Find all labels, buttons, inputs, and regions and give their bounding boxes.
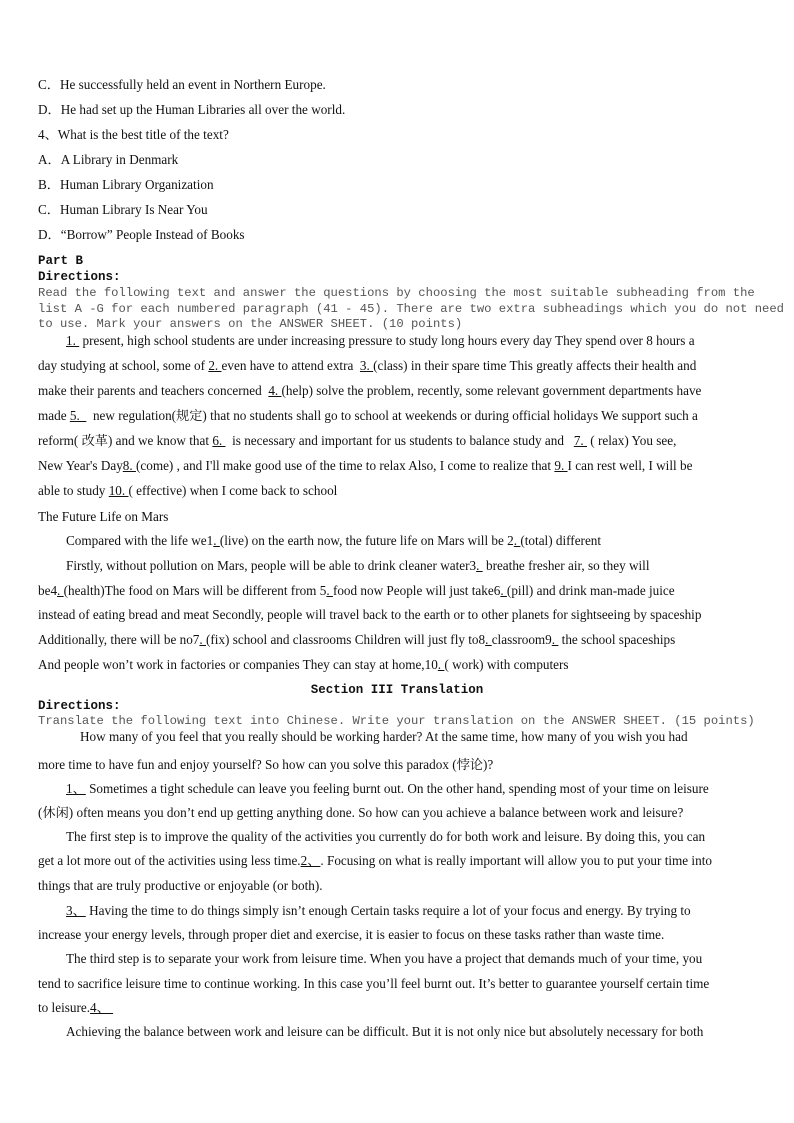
answer-blank: . [57,583,64,598]
text-line [38,853,712,869]
text-run: D．He had set up the Human Libraries all over the world. [38,102,346,117]
text-line [80,729,688,745]
answer-blank: 8. [122,458,136,473]
directions-text [38,316,462,332]
text-line [66,781,709,797]
text-run: Firstly, without pollution on Mars, people will be able to drink cleaner water3 [66,558,477,573]
text-line [38,358,696,374]
text-run: ( work) with computers [444,657,569,672]
text-line [38,127,229,143]
text-line [38,102,345,118]
text-run: How many of you feel that you really should be working harder? At the same time, how many of you wish you had [80,729,688,744]
text-line [38,458,692,474]
text-run: Sometimes a tight schedule can leave you feeling burnt out. On the other hand, spending most of your time on leisure [85,781,709,796]
text-line [38,383,701,399]
text-run: present, high school students are under increasing pressure to study long hours every day They spend over 8 hours a [79,333,695,348]
text-line [66,533,601,549]
text-line [38,927,664,943]
text-run: instead of eating bread and meat Secondly, people will travel back to the earth or to other planets for sightseeing by spaceship [38,607,702,622]
text-run: (class) in their spare time This greatly affects their health and [373,358,697,373]
section-heading [38,253,83,269]
answer-blank: 3. [359,358,374,373]
text-run: breathe fresher air, so they will [482,558,650,573]
text-run: Part B [38,254,84,268]
text-line [66,558,650,574]
answer-blank: 3、 [66,903,86,918]
text-run: things that are truly productive or enjoyable (or both). [38,878,323,893]
text-run: (come) , and I'll make good use of the time to relax Also, I come to realize that [135,458,555,473]
text-run: to use. Mark your answers on the ANSWER SHEET. (10 points) [38,317,463,331]
text-line [66,951,702,967]
text-run: (total) different [520,533,602,548]
text-run: And people won’t work in factories or companies They can stay at home,10 [38,657,438,672]
text-run: new regulation(规定) that no students shall go to school at weekends or during official holidays We support such a [86,408,698,423]
text-line [38,607,701,623]
text-line [38,408,698,424]
text-run: made [38,408,70,423]
text-run: make their parents and teachers concerned [38,383,269,398]
text-line [38,1000,113,1016]
text-line [38,878,323,894]
answer-blank: . [551,632,559,647]
text-run: New Year's Day [38,458,123,473]
text-run: is necessary and important for us students to balance study and [225,433,574,448]
answer-blank: 10. [108,483,129,498]
text-run: C．He successfully held an event in Northern Europe. [38,77,326,92]
text-run: I can rest well, I will be [567,458,693,473]
text-line [38,583,675,599]
answer-blank: 6. [212,433,226,448]
text-run: Directions: [38,699,121,713]
text-run: Achieving the balance between work and leisure can be difficult. But it is not only nice but absolutely necessary for both [66,1024,704,1039]
text-run: ( effective) when I come back to school [128,483,338,498]
text-run: The Future Life on Mars [38,509,169,524]
answer-blank: 2. [208,358,222,373]
text-run: able to study [38,483,109,498]
text-line [38,227,245,243]
text-run: be4 [38,583,58,598]
text-run: Translate the following text into Chinese. Write your translation on the ANSWER SHEET. (15 points) [38,714,755,728]
text-run: classroom9 [491,632,552,647]
text-run: Having the time to do things simply isn’t enough Certain tasks require a lot of your focus and energy. By trying to [85,903,691,918]
answer-blank: 5. [69,408,87,423]
text-run: Directions: [38,270,121,284]
text-run: reform( 改革) and we know that [38,433,213,448]
answer-blank: . [500,583,507,598]
text-line [38,757,493,773]
answer-blank: 4、 [90,1000,114,1015]
text-run: (live) on the earth now, the future life on Mars will be 2 [219,533,514,548]
answer-blank: 1. [66,333,80,348]
answer-blank: . [213,533,220,548]
text-line [66,333,695,349]
text-line [38,77,326,93]
answer-blank: . [326,583,333,598]
answer-blank: 2、 [300,853,321,868]
directions-text [38,301,784,317]
text-run: more time to have fun and enjoy yourself? So how can you solve this paradox (悖论)? [38,757,494,772]
text-run: increase your energy levels, through proper diet and exercise, it is easier to focus on these tasks rather than waste time. [38,927,665,942]
answer-blank: . [437,657,445,672]
answer-blank: 9. [554,458,568,473]
answer-blank: . [476,558,483,573]
text-run: (pill) and drink man-made juice [506,583,675,598]
text-run: D．“Borrow” People Instead of Books [38,227,245,242]
text-run: . Focusing on what is really important will allow you to put your time into [320,853,712,868]
text-line [38,433,676,449]
text-run: Additionally, there will be no7 [38,632,200,647]
text-run: (help) solve the problem, recently, some relevant government departments have [281,383,702,398]
section-heading [38,269,121,285]
text-run: the school spaceships [558,632,676,647]
text-run: (health)The food on Mars will be different from 5 [63,583,327,598]
answer-blank: . [199,632,206,647]
text-line [38,632,675,648]
text-run: The third step is to separate your work from leisure time. When you have a project that demands much of your time, you [66,951,703,966]
directions-text [38,713,755,729]
section-heading [38,698,121,714]
text-run: Read the following text and answer the questions by choosing the most suitable subheading from the [38,286,755,300]
text-run: A．A Library in Denmark [38,152,179,167]
text-run: food now People will just take6 [332,583,501,598]
text-run: B．Human Library Organization [38,177,214,192]
text-run: even have to attend extra [221,358,360,373]
directions-text [38,285,755,301]
text-line [38,657,569,673]
text-run: (fix) school and classrooms Children will just fly to8 [206,632,486,647]
text-line [38,177,214,193]
text-line [66,1024,703,1040]
text-run: list A -G for each numbered paragraph (41 - 45). There are two extra subheadings which you do not need [38,302,784,316]
answer-blank: 7. [573,433,587,448]
text-run: C．Human Library Is Near You [38,202,208,217]
answer-blank: 1、 [66,781,86,796]
text-run: to leisure. [38,1000,91,1015]
section-heading [0,682,794,698]
text-run: (休闲) often means you don’t end up getting anything done. So how can you achieve a balance between work and leisure? [38,805,684,820]
text-run: The first step is to improve the quality of the activities you currently do for both work and leisure. By doing this, you can [66,829,706,844]
text-line [66,903,691,919]
text-run: ( relax) You see, [587,433,677,448]
text-line [38,805,683,821]
text-line [38,976,709,992]
text-run: get a lot more out of the activities using less time. [38,853,301,868]
answer-blank: 4. [268,383,282,398]
text-line [66,829,705,845]
text-run: tend to sacrifice leisure time to continue working. In this case you’ll feel burnt out. It’s better to guarantee yourself certain time [38,976,710,991]
text-line [38,483,337,499]
text-line [38,202,208,218]
text-run: 4、What is the best title of the text? [38,127,229,142]
answer-blank: . [513,533,521,548]
text-line [38,152,178,168]
text-line [38,509,168,525]
text-run: Compared with the life we1 [66,533,214,548]
answer-blank: . [485,632,492,647]
text-run: Section III Translation [310,683,484,697]
text-run: day studying at school, some of [38,358,209,373]
